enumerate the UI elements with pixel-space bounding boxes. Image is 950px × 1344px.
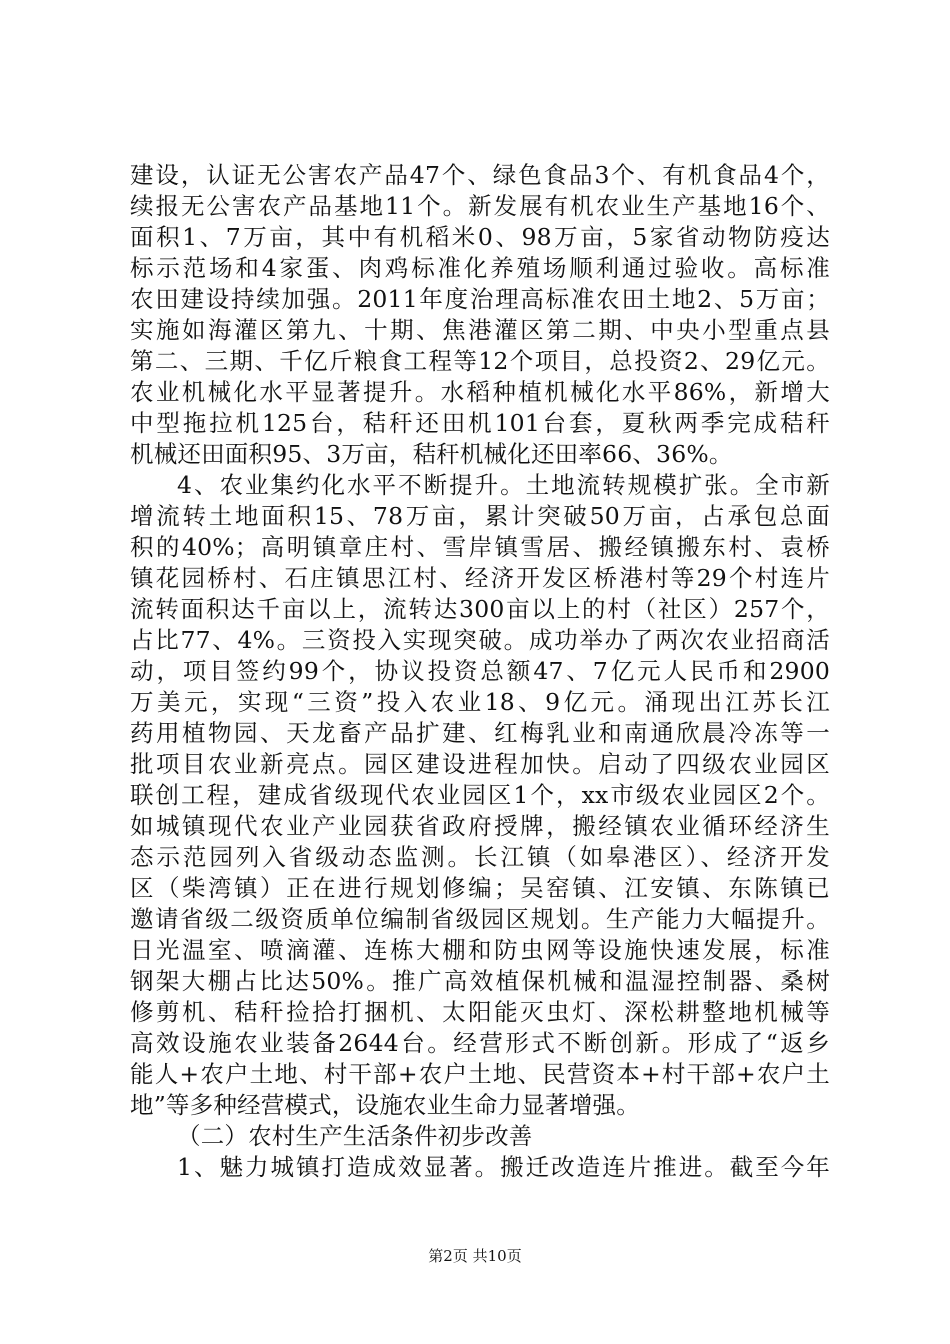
- page-footer: 第2页 共10页: [428, 1247, 522, 1265]
- body-text: [130, 160, 830, 1183]
- text-line: （二）农村生产生活条件初步改善: [177, 1122, 533, 1150]
- text-line: 4、农业集约化水平不断提升。土地流转规模扩张。全市新: [177, 471, 830, 499]
- text-line: 药用植物园、天龙畜产品扩建、红梅乳业和南通欣晨冷冻等一: [130, 719, 830, 747]
- text-line: 万美元，实现“三资”投入农业18、9亿元。涌现出江苏长江: [130, 688, 830, 716]
- text-line: 积的40%；高明镇章庄村、雪岸镇雪居、搬经镇搬东村、袁桥: [130, 533, 830, 561]
- text-line: 第二、三期、千亿斤粮食工程等12个项目，总投资2、29亿元。: [130, 347, 830, 375]
- text-line: 机械还田面积95、3万亩，秸秆机械化还田率66、36%。: [130, 440, 733, 468]
- text-line: 钢架大棚占比达50%。推广高效植保机械和温湿控制器、桑树: [130, 967, 830, 995]
- text-line: 占比77、4%。三资投入实现突破。成功举办了两次农业招商活: [130, 626, 830, 654]
- text-line: 建设，认证无公害农产品47个、绿色食品3个、有机食品4个，: [130, 161, 830, 189]
- text-line: 中型拖拉机125台，秸秆还田机101台套，夏秋两季完成秸秆: [130, 409, 830, 437]
- text-line: 能人+农户土地、村干部+农户土地、民营资本+村干部+农户土: [130, 1060, 830, 1088]
- text-line: 高效设施农业装备2644台。经营形式不断创新。形成了“返乡: [130, 1029, 830, 1057]
- text-line: 镇花园桥村、石庄镇思江村、经济开发区桥港村等29个村连片: [130, 564, 830, 592]
- text-line: 日光温室、喷滴灌、连栋大棚和防虫网等设施快速发展，标准: [130, 936, 830, 964]
- text-line: 流转面积达千亩以上，流转达300亩以上的村（社区）257个，: [130, 595, 830, 623]
- text-line: 态示范园列入省级动态监测。长江镇（如皋港区）、经济开发: [130, 843, 830, 871]
- text-line: 动，项目签约99个，协议投资总额47、7亿元人民币和2900: [130, 657, 830, 685]
- text-line: 1、魅力城镇打造成效显著。搬迁改造连片推进。截至今年: [177, 1153, 830, 1181]
- text-line: 修剪机、秸秆捡拾打捆机、太阳能灭虫灯、深松耕整地机械等: [130, 998, 830, 1026]
- text-line: 标示范场和4家蛋、肉鸡标准化养殖场顺利通过验收。高标准: [130, 254, 830, 282]
- text-line: 批项目农业新亮点。园区建设进程加快。启动了四级农业园区: [130, 750, 830, 778]
- text-line: 邀请省级二级资质单位编制省级园区规划。生产能力大幅提升。: [130, 905, 830, 933]
- text-line: 面积1、7万亩，其中有机稻米0、98万亩，5家省动物防疫达: [130, 223, 830, 251]
- text-line: 农田建设持续加强。2011年度治理高标准农田土地2、5万亩；: [130, 285, 830, 313]
- text-line: 联创工程，建成省级现代农业园区1个，xx市级农业园区2个。: [130, 781, 830, 809]
- text-line: 实施如海灌区第九、十期、焦港灌区第二期、中央小型重点县: [130, 316, 830, 344]
- text-line: 如城镇现代农业产业园获省政府授牌，搬经镇农业循环经济生: [130, 812, 830, 840]
- text-line: 增流转土地面积15、78万亩，累计突破50万亩，占承包总面: [130, 502, 830, 530]
- text-line: 区（柴湾镇）正在进行规划修编；吴窑镇、江安镇、东陈镇已: [130, 874, 830, 902]
- text-line: 地”等多种经营模式，设施农业生命力显著增强。: [130, 1091, 640, 1119]
- text-line: 农业机械化水平显著提升。水稻种植机械化水平86%，新增大: [130, 378, 830, 406]
- text-line: 续报无公害农产品基地11个。新发展有机农业生产基地16个、: [130, 192, 830, 220]
